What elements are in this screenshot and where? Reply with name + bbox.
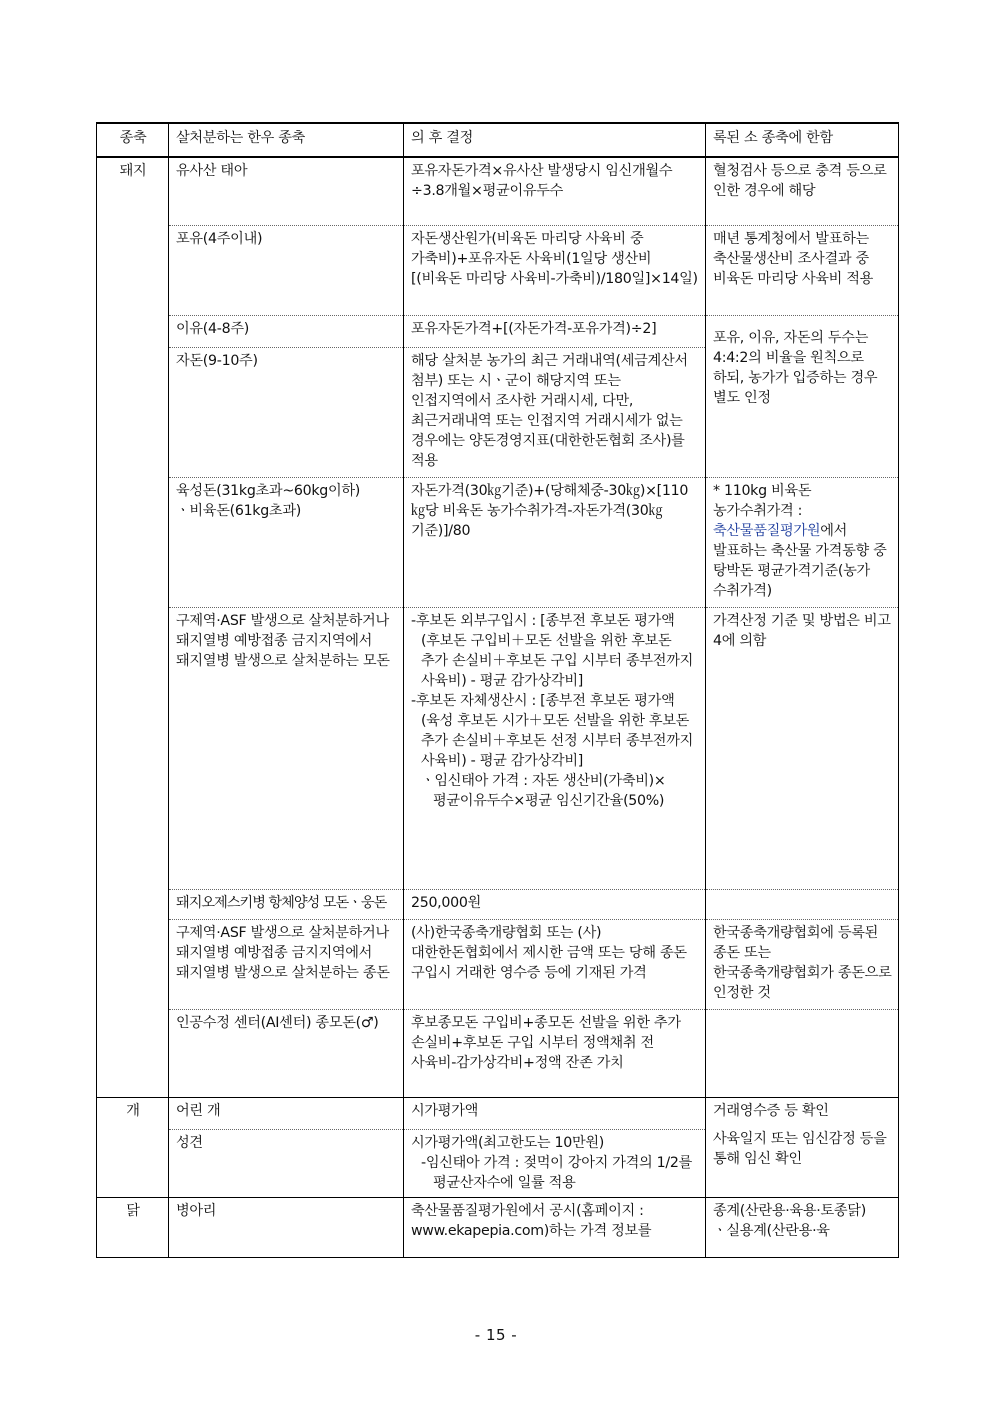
table-row bbox=[97, 1097, 899, 1129]
price-cell: (사)한국종축개량협회 또는 (사)대한한돈협회에서 제시한 금액 또는 당해 종돈 구입시 거래한 영수증 등에 기재된 가격 bbox=[404, 919, 706, 1009]
note-cell: 혈청검사 등으로 충격 등으로 인한 경우에 해당 bbox=[706, 157, 899, 225]
species-label-pig: 돼지 bbox=[97, 157, 169, 1097]
price-cell: 자돈가격(30㎏기준)+(당해체중-30㎏)×[110㎏당 비육돈 농가수취가격-자돈가격(30㎏기준)]/80 bbox=[404, 477, 706, 607]
table-row bbox=[97, 157, 899, 225]
table-row bbox=[97, 477, 899, 607]
note-cell: 거래영수증 등 확인 bbox=[706, 1097, 899, 1129]
item-cell: 포유(4주이내) bbox=[169, 225, 404, 315]
species-label-dog: 개 bbox=[97, 1097, 169, 1197]
note-cell: 종계(산란용·육용·토종닭) ㆍ실용계(산란용·육 bbox=[706, 1197, 899, 1257]
note-text-b: 에서 발표하는 축산물 가격동향 중 탕박돈 평균가격기준(농가 수취가격) bbox=[713, 522, 887, 599]
item-cell: 육성돈(31kg초과~60kg이하) ㆍ비육돈(61kg초과) bbox=[169, 477, 404, 607]
compensation-price-table bbox=[96, 122, 899, 1258]
price-cell: 250,000원 bbox=[404, 889, 706, 919]
item-cell: 병아리 bbox=[169, 1197, 404, 1257]
note-cell: 포유, 이유, 자돈의 두수는 4:4:2의 비율을 원칙으로 하되, 농가가 입증하는 경우 별도 인정 bbox=[706, 315, 899, 477]
price-cell: 축산물품질평가원에서 공시(홈페이지 : www.ekapepia.com)하는 가격 정보를 bbox=[404, 1197, 706, 1257]
table-row bbox=[97, 919, 899, 1009]
price-cell bbox=[404, 1129, 706, 1197]
note-cell: 매년 통계청에서 발표하는 축산물생산비 조사결과 중 비육돈 마리당 사육비 적용 bbox=[706, 225, 899, 315]
item-cell: 구제역·ASF 발생으로 살처분하거나 돼지열병 예방접종 금지지역에서 돼지열병 발생으로 살처분하는 모돈 bbox=[169, 607, 404, 889]
note-cell: 가격산정 기준 및 방법은 비고 4에 의함 bbox=[706, 607, 899, 889]
table-row bbox=[97, 1197, 899, 1257]
item-cell: 돼지오제스키병 항체양성 모돈ㆍ웅돈 bbox=[169, 889, 404, 919]
item-cell: 자돈(9-10주) bbox=[169, 347, 404, 477]
kape-link[interactable]: 축산물품질평가원 bbox=[713, 522, 821, 539]
note-cell bbox=[706, 477, 899, 607]
table-row bbox=[97, 225, 899, 315]
table-row bbox=[97, 1129, 899, 1197]
table-header-row bbox=[97, 123, 899, 157]
item-cell: 어린 개 bbox=[169, 1097, 404, 1129]
price-cell: 해당 살처분 농가의 최근 거래내역(세금계산서 첨부) 또는 시ㆍ군이 해당지역 또는 인접지역에서 조사한 거래시세, 다만, 최근거래내역 또는 인접지역 거래시세가 없는 경우에는 양돈경영지표(대한한돈협회 조사)를 적용 bbox=[404, 347, 706, 477]
item-cell: 유사산 태아 bbox=[169, 157, 404, 225]
price-line: 시가평가액(최고한도는 10만원) bbox=[411, 1134, 604, 1151]
price-cell: 포유자돈가격×유사산 발생당시 임신개월수÷3.8개월×평균이유두수 bbox=[404, 157, 706, 225]
item-cell: 이유(4-8주) bbox=[169, 315, 404, 347]
note-cell: 사육일지 또는 임신감정 등을 통해 임신 확인 bbox=[706, 1129, 899, 1197]
item-cell: 구제역·ASF 발생으로 살처분하거나 돼지열병 예방접종 금지지역에서 돼지열병 발생으로 살처분하는 종돈 bbox=[169, 919, 404, 1009]
header-decision: 의 후 결정 bbox=[404, 123, 706, 157]
price-line: ㆍ임신태아 가격 : 자돈 생산비(가축비)×평균이유두수×평균 임신기간율(50%) bbox=[421, 772, 666, 809]
page-number: - 15 - bbox=[474, 1326, 518, 1344]
price-line: -임신태아 가격 : 젖먹이 강아지 가격의 1/2를 평균산자수에 일률 적용 bbox=[421, 1154, 692, 1191]
note-text-a: * 110kg 비육돈 농가수취가격 : bbox=[713, 482, 812, 519]
table-row bbox=[97, 1009, 899, 1097]
price-cell: 자돈생산원가(비육돈 마리당 사육비 중 가축비)+포유자돈 사육비(1일당 생산비[(비육돈 마리당 사육비-가축비)/180일]×14일) bbox=[404, 225, 706, 315]
note-cell bbox=[706, 1009, 899, 1097]
table-row bbox=[97, 607, 899, 889]
price-cell bbox=[404, 607, 706, 889]
table-row bbox=[97, 889, 899, 919]
price-cell: 시가평가액 bbox=[404, 1097, 706, 1129]
species-label-chicken: 닭 bbox=[97, 1197, 169, 1257]
table-row bbox=[97, 315, 899, 347]
item-cell: 인공수정 센터(AI센터) 종모돈(♂) bbox=[169, 1009, 404, 1097]
header-note: 록된 소 종축에 한함 bbox=[706, 123, 899, 157]
header-species: 종축 bbox=[97, 123, 169, 157]
price-line: -후보돈 자체생산시 : [종부전 후보돈 평가액(육성 후보돈 시가＋모돈 선발을 위한 후보돈 추가 손실비＋후보돈 선정 시부터 종부전까지 사육비) - 평균 감가상각비] bbox=[411, 692, 694, 769]
item-cell: 성견 bbox=[169, 1129, 404, 1197]
price-cell: 포유자돈가격+[(자돈가격-포유가격)÷2] bbox=[404, 315, 706, 347]
price-cell: 후보종모돈 구입비+종모돈 선발을 위한 추가 손실비+후보돈 구입 시부터 정액채취 전 사육비-감가상각비+정액 잔존 가치 bbox=[404, 1009, 706, 1097]
header-livestock: 살처분하는 한우 종축 bbox=[169, 123, 404, 157]
price-line: -후보돈 외부구입시 : [종부전 후보돈 평가액(후보돈 구입비＋모돈 선발을 위한 후보돈 추가 손실비＋후보돈 구입 시부터 종부전까지 사육비) - 평균 감가상각비] bbox=[411, 612, 694, 689]
note-cell: 한국종축개량협회에 등록된 종돈 또는 한국종축개량협회가 종돈으로 인정한 것 bbox=[706, 919, 899, 1009]
note-cell bbox=[706, 889, 899, 919]
